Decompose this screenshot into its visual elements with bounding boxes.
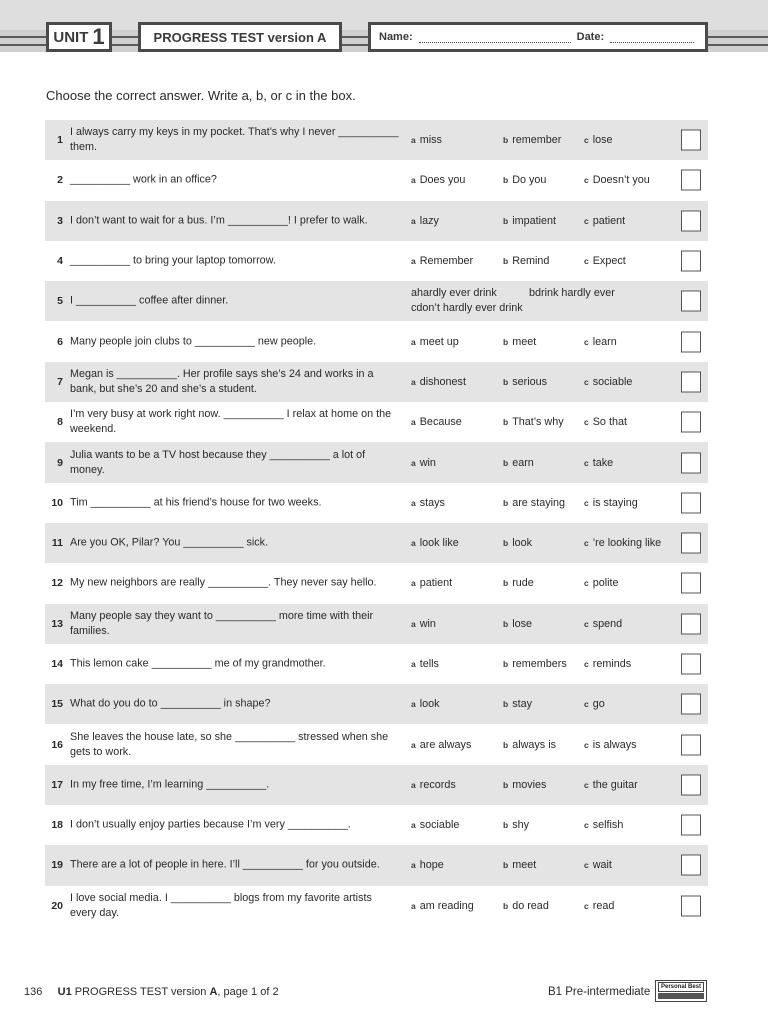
option-c[interactable] [584,255,626,267]
question-number: 20 [51,899,63,912]
option-b[interactable] [503,618,532,630]
option-b[interactable] [503,739,556,751]
option-text: dishonest [419,375,466,388]
option-text: rude [512,577,534,590]
option-letter: c [584,256,589,267]
option-text: read [592,899,615,912]
option-text: sociable [419,819,460,832]
option-text: earn [512,456,534,469]
question-row [45,321,708,361]
option-b[interactable] [503,537,532,549]
logo-bar [658,993,704,999]
personal-best-logo [655,980,707,1002]
option-a[interactable] [411,286,529,301]
option-text: spend [592,617,623,630]
question-number: 5 [57,295,63,308]
option-text: impatient [512,214,557,227]
question-row [45,362,708,402]
option-a[interactable] [411,497,445,509]
option-b[interactable] [503,497,565,509]
option-letter: c [584,618,589,629]
option-letter: b [503,457,509,468]
option-a[interactable] [411,174,465,186]
question-text: Julia wants to be a TV host because they __________ a lot of money. [70,448,366,476]
option-b[interactable] [503,174,546,186]
option-b[interactable] [503,698,532,710]
option-a[interactable] [411,739,471,751]
option-b[interactable] [503,255,549,267]
option-c[interactable] [584,537,661,549]
option-text: look like [419,537,459,550]
option-c[interactable] [584,577,619,589]
question-row [45,604,708,644]
question-text: I’m very busy at work right now. __________ I relax at home on the weekend. [70,408,392,436]
option-a[interactable] [411,416,462,428]
option-letter: c [584,659,589,669]
option-c[interactable] [584,698,605,710]
option-letter: b [503,538,509,549]
option-text: don’t hardly ever drink [416,302,523,315]
option-c[interactable] [584,739,637,751]
option-text: am reading [419,899,474,912]
option-b[interactable] [503,457,534,469]
answer-box[interactable] [681,492,701,513]
option-a[interactable] [411,618,436,630]
question-text: I don’t usually enjoy parties because I’m very __________. [70,818,351,831]
test-title: PROGRESS TEST version A [138,22,342,52]
option-text: wait [592,859,612,872]
question-number: 2 [57,174,63,187]
answer-box[interactable] [681,895,701,916]
answer-box[interactable] [681,734,701,755]
answer-box[interactable] [681,654,701,675]
question-number: 15 [51,698,63,711]
option-b[interactable] [503,134,561,146]
option-letter: a [411,618,416,629]
option-letter: c [584,376,589,387]
question-number: 16 [51,738,63,751]
option-letter: b [503,860,509,871]
option-text: patient [419,577,453,590]
option-letter: a [411,779,416,790]
question-row [45,886,708,926]
option-c[interactable] [584,658,631,670]
option-text: reminds [592,658,632,670]
question-number: 11 [51,537,63,550]
option-text: That’s why [512,416,564,429]
answer-box[interactable] [681,815,701,836]
question-row [45,120,708,160]
footer-version: A [209,986,218,998]
option-text: the guitar [592,778,638,791]
option-letter: b [503,659,509,669]
option-b[interactable] [503,779,546,791]
option-letter: b [503,699,509,710]
option-letter: a [411,135,416,146]
option-letter: a [411,699,416,710]
question-row [45,765,708,805]
option-b[interactable] [503,416,564,428]
question-text: I always carry my keys in my pocket. That’s why I never __________ them. [70,126,399,154]
option-letter: c [584,699,589,710]
option-letter: a [411,860,416,871]
option-text: So that [592,416,627,429]
option-text: win [419,617,436,630]
option-text: is staying [592,496,638,509]
option-text: lazy [419,214,439,227]
question-text: Are you OK, Pilar? You __________ sick. [70,536,269,549]
unit-number: 1 [92,24,105,49]
question-row [45,201,708,241]
option-text: Remind [512,255,550,268]
option-text: do read [512,899,549,912]
option-text: meet [512,335,537,348]
option-a[interactable] [411,336,459,348]
question-row [45,523,708,563]
option-text: remember [512,134,562,147]
option-letter: b [503,256,509,267]
option-letter: c [584,900,589,911]
option-a[interactable] [411,859,444,871]
question-number: 8 [57,416,63,429]
option-c[interactable] [584,900,614,912]
question-row [45,563,708,603]
question-row [45,845,708,885]
option-text: Do you [512,174,547,187]
option-letter: a [411,739,416,750]
option-letter: a [411,900,416,911]
question-number: 6 [57,335,63,348]
question-text: She leaves the house late, so she __________ stressed when she gets to work. [70,730,389,758]
question-number: 9 [57,456,63,469]
question-row [45,724,708,764]
answer-box[interactable] [681,694,701,715]
question-number: 12 [51,577,63,590]
option-letter: c [411,302,417,315]
option-a[interactable] [411,779,456,791]
option-letter: a [411,256,416,267]
answer-box[interactable] [681,613,701,634]
option-b[interactable] [503,376,547,388]
option-letter: c [584,820,589,831]
question-text: Many people say they want to __________ more time with their families. [70,609,374,637]
footer-left [24,986,279,998]
option-letter: a [411,215,416,226]
option-text: sociable [592,375,633,388]
option-letter: b [503,175,509,186]
option-c[interactable] [584,618,622,630]
option-c[interactable] [584,336,617,348]
date-field[interactable] [610,32,694,43]
option-text: look [512,537,533,550]
option-letter: b [503,376,509,387]
question-number: 19 [51,859,63,872]
option-c[interactable] [584,174,650,186]
option-letter: b [529,287,536,300]
option-b[interactable] [529,286,615,301]
question-row [45,684,708,724]
instructions: Choose the correct answer. Write a, b, or c in the box. [46,88,356,103]
option-letter: b [503,417,509,428]
option-text: go [592,698,605,711]
question-text: Many people join clubs to __________ new people. [70,335,317,348]
option-a[interactable] [411,255,473,267]
option-text: miss [419,134,442,147]
question-number: 17 [51,778,63,791]
question-text: What do you do to __________ in shape? [70,697,271,710]
question-row [45,442,708,482]
option-c[interactable] [584,497,638,509]
option-text: Because [419,416,462,429]
option-a[interactable] [411,658,439,670]
option-letter: a [411,376,416,387]
option-b[interactable] [503,900,549,912]
option-text: Remember [419,255,474,268]
question-text: Tim __________ at his friend’s house for two weeks. [70,496,322,509]
option-c[interactable] [584,819,623,831]
option-letter: b [503,578,509,589]
question-number: 7 [57,375,63,388]
option-text: hope [419,859,444,872]
option-text: meet [512,859,537,872]
option-text: Expect [592,255,626,268]
option-letter: a [411,497,416,508]
unit-label [46,22,112,52]
option-letter: b [503,900,509,911]
option-group [411,286,615,316]
option-text: Doesn’t you [592,174,650,187]
option-letter: b [503,135,509,146]
option-b[interactable] [503,859,536,871]
option-b[interactable] [503,819,529,831]
option-a[interactable] [411,134,442,146]
option-text: selfish [592,819,624,832]
option-letter: c [584,215,589,226]
option-a[interactable] [411,457,436,469]
level-label: B1 Pre-intermediate [548,986,651,998]
answer-box[interactable] [681,331,701,352]
option-a[interactable] [411,215,439,227]
option-c[interactable] [584,859,612,871]
question-text: Megan is __________. Her profile says she’s 24 and works in a bank, but she’s 20 and she’s a student. [70,367,374,395]
option-letter: a [411,820,416,831]
option-letter: c [584,538,589,549]
option-c[interactable] [584,215,625,227]
option-text: lose [592,134,613,147]
option-letter: c [584,578,589,589]
option-c[interactable] [584,376,632,388]
option-b[interactable] [503,658,567,670]
name-label: Name: [379,31,413,43]
question-text: I love social media. I __________ blogs from my favorite artists every day. [70,891,372,919]
option-text: tells [419,658,439,670]
answer-box[interactable] [681,533,701,554]
answer-box[interactable] [681,774,701,795]
option-letter: c [584,457,589,468]
option-letter: b [503,497,509,508]
option-letter: b [503,739,509,750]
footer-test-name: PROGRESS TEST version [74,986,207,998]
option-text: remembers [512,658,567,670]
answer-box[interactable] [681,291,701,312]
question-row [45,281,708,321]
answer-box[interactable] [681,452,701,473]
option-text: take [592,456,614,469]
option-letter: a [411,417,416,428]
unit-word: UNIT [53,28,89,46]
answer-box[interactable] [681,855,701,876]
option-letter: b [503,618,509,629]
option-letter: c [584,336,589,347]
option-text: patient [592,214,626,227]
answer-box[interactable] [681,170,701,191]
option-letter: a [411,336,416,347]
question-number: 4 [57,255,63,268]
option-text: are always [419,738,472,751]
question-row [45,241,708,281]
option-text: ’re looking like [592,537,662,550]
question-text: __________ to bring your laptop tomorrow. [70,254,276,267]
option-letter: a [411,659,416,669]
footer-unit-code: U1 [57,986,72,998]
page-number: 136 [24,986,43,998]
question-number: 13 [51,617,63,630]
option-c[interactable] [411,301,523,316]
question-number: 10 [51,496,63,509]
option-text: polite [592,577,619,590]
question-row [45,483,708,523]
question-text: My new neighbors are really __________. They never say hello. [70,576,377,589]
option-text: win [419,456,436,469]
option-letter: c [584,779,589,790]
footer-page-info: , page 1 of 2 [217,986,279,998]
name-field[interactable] [419,32,571,43]
answer-box[interactable] [681,371,701,392]
option-text: shy [512,819,530,832]
option-c[interactable] [584,457,613,469]
question-text: This lemon cake __________ me of my grandmother. [70,657,326,670]
option-text: movies [512,778,547,791]
question-row [45,402,708,442]
option-text: is always [592,738,637,751]
option-a[interactable] [411,537,459,549]
question-text: There are a lot of people in here. I’ll __________ for you outside. [70,858,380,871]
question-row [45,805,708,845]
answer-box[interactable] [681,251,701,272]
question-number: 3 [57,214,63,227]
question-number: 1 [57,134,63,147]
option-a[interactable] [411,819,459,831]
option-letter: b [503,820,509,831]
option-text: always is [512,738,557,751]
option-text: Does you [419,174,466,187]
option-a[interactable] [411,698,440,710]
option-b[interactable] [503,577,534,589]
option-letter: a [411,578,416,589]
question-text: In my free time, I’m learning __________. [70,778,270,791]
option-text: lose [512,617,533,630]
option-letter: a [411,538,416,549]
option-text: serious [512,375,548,388]
option-letter: a [411,175,416,186]
answer-box[interactable] [681,210,701,231]
answer-box[interactable] [681,412,701,433]
option-text: hardly ever drink [417,287,497,300]
question-row [45,644,708,684]
option-c[interactable] [584,779,638,791]
option-letter: c [584,860,589,871]
answer-box[interactable] [681,130,701,151]
option-letter: c [584,417,589,428]
option-letter: c [584,135,589,146]
option-a[interactable] [411,900,474,912]
option-a[interactable] [411,376,466,388]
option-text: are staying [512,496,566,509]
option-b[interactable] [503,215,556,227]
option-text: records [419,778,456,791]
option-letter: a [411,287,418,300]
question-text: I don’t want to wait for a bus. I’m __________! I prefer to walk. [70,214,368,227]
date-label: Date: [576,31,605,43]
option-text: meet up [419,335,459,348]
option-letter: c [584,175,589,186]
option-letter: b [503,779,509,790]
option-text: stay [512,698,533,711]
option-text: stays [419,496,445,509]
option-c[interactable] [584,416,627,428]
option-letter: b [503,336,509,347]
question-text: I __________ coffee after dinner. [70,294,229,307]
question-number: 14 [51,658,63,670]
answer-box[interactable] [681,573,701,594]
option-b[interactable] [503,336,536,348]
option-text: learn [592,335,617,348]
question-list [45,120,708,926]
name-date-box [368,22,708,52]
question-text: __________ work in an office? [70,173,217,186]
option-letter: b [503,215,509,226]
option-text: look [419,698,440,711]
option-text: drink hardly ever [535,287,615,300]
logo-text: Personal Best [658,982,704,992]
option-letter: c [584,739,589,750]
question-row [45,160,708,200]
question-number: 18 [51,819,63,832]
option-a[interactable] [411,577,452,589]
option-c[interactable] [584,134,613,146]
option-letter: a [411,457,416,468]
option-letter: c [584,497,589,508]
